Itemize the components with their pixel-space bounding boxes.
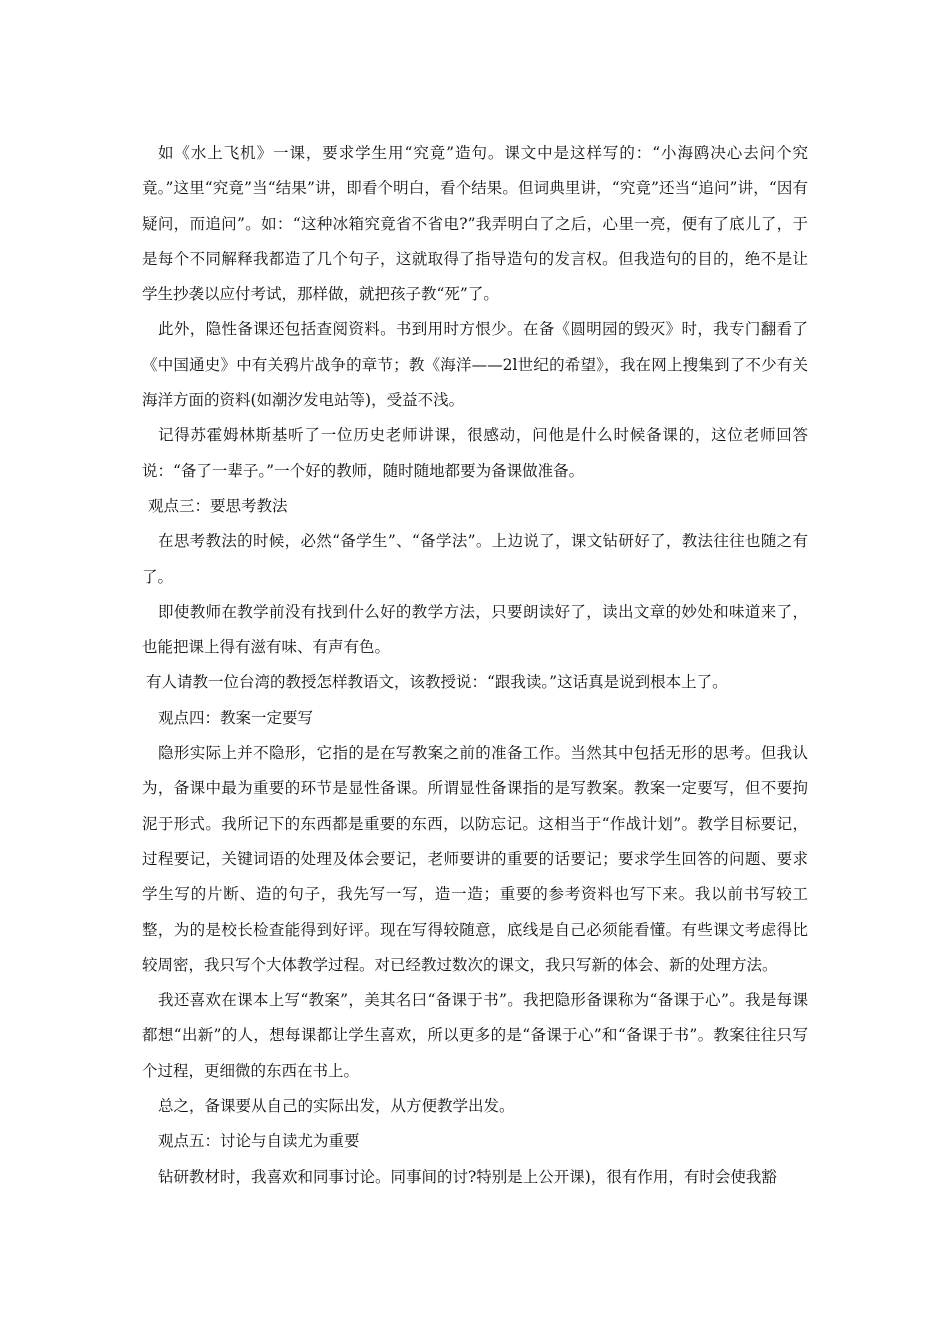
paragraph-teaching-methods: 在思考教法的时候，必然“备学生”、“备学法”。上边说了，课文钻研好了，教法往往也随之有了。 xyxy=(142,532,808,586)
paragraph-follow-me-read: 有人请教一位台湾的教授怎样教语文，该教授说：“跟我读。”这话真是说到根本上了。 xyxy=(146,673,728,692)
heading-viewpoint-three: 观点三：要思考教法 xyxy=(148,496,288,515)
heading-viewpoint-four: 观点四：教案一定要写 xyxy=(158,708,314,727)
paragraph-example-sentence: 如《水上飞机》一课，要求学生用“究竟”造句。课文中是这样写的：“小海鸥决心去问个究竟。”这里“究竟”当“结果”讲，即看个明白，看个结果。但词典里讲，“究竟”还当“追问”讲，“因有疑问，而追问”。如：“这种冰箱究竟省不省电?”我弄明白了之后，心里一亮，便有了底儿了，于是每个不同解释我都造了几个句子，这就取得了指导造句的发言权。但我造句的目的，绝不是让学生抄袭以应付考试，那样做，就把孩子教“死”了。 xyxy=(142,144,808,304)
paragraph-reading-aloud: 即使教师在教学前没有找到什么好的教学方法，只要朗读好了，读出文章的妙处和味道来了，也能把课上得有滋有味、有声有色。 xyxy=(142,602,808,657)
document-page xyxy=(142,136,808,1195)
paragraph-research-materials: 此外，隐性备课还包括查阅资料。书到用时方恨少。在备《圆明园的毁灭》时，我专门翻看了《中国通史》中有关鸦片战争的章节；教《海洋——2l世纪的希望》，我在网上搜集到了不少有关海洋方面的资料(如潮汐发电站等)，受益不浅。 xyxy=(142,320,808,410)
paragraph-lifetime-preparation: 记得苏霍姆林斯基听了一位历史老师讲课，很感动，问他是什么时候备课的，这位老师回答说：“备了一辈子。”一个好的教师，随时随地都要为备课做准备。 xyxy=(142,426,808,480)
heading-viewpoint-five: 观点五：讨论与自读尤为重要 xyxy=(158,1132,360,1151)
paragraph-write-lesson-plans: 隐形实际上并不隐形，它指的是在写教案之前的准备工作。当然其中包括无形的思考。但我认为，备课中最为重要的环节是显性备课。所谓显性备课指的是写教案。教案一定要写，但不要拘泥于形式。我所记下的东西都是重要的东西，以防忘记。这相当于“作战计划”。教学目标要记，过程要记，关键词语的处理及体会要记，老师要讲的重要的话要记；要求学生回答的问题、要求学生写的片断、造的句子，我先写一写，造一造；重要的参考资料也写下来。我以前书写较工整，为的是校长检查能得到好评。现在写得较随意，底线是自己必须能看懂。有些课文考虑得比较周密，我只写个大体教学过程。对已经教过数次的课文，我只写新的体会、新的处理方法。 xyxy=(142,744,808,974)
paragraph-prepare-in-book: 我还喜欢在课本上写“教案”，美其名曰“备课于书”。我把隐形备课称为“备课于心”。我是每课都想“出新”的人，想每课都让学生喜欢，所以更多的是“备课于心”和“备课于书”。教案往往只写个过程，更细微的东西在书上。 xyxy=(142,991,808,1080)
paragraph-discussion: 钻研教材时，我喜欢和同事讨论。同事间的讨?特别是上公开课)，很有作用，有时会使我豁 xyxy=(158,1167,777,1186)
paragraph-summary: 总之，备课要从自己的实际出发，从方便教学出发。 xyxy=(158,1097,515,1116)
